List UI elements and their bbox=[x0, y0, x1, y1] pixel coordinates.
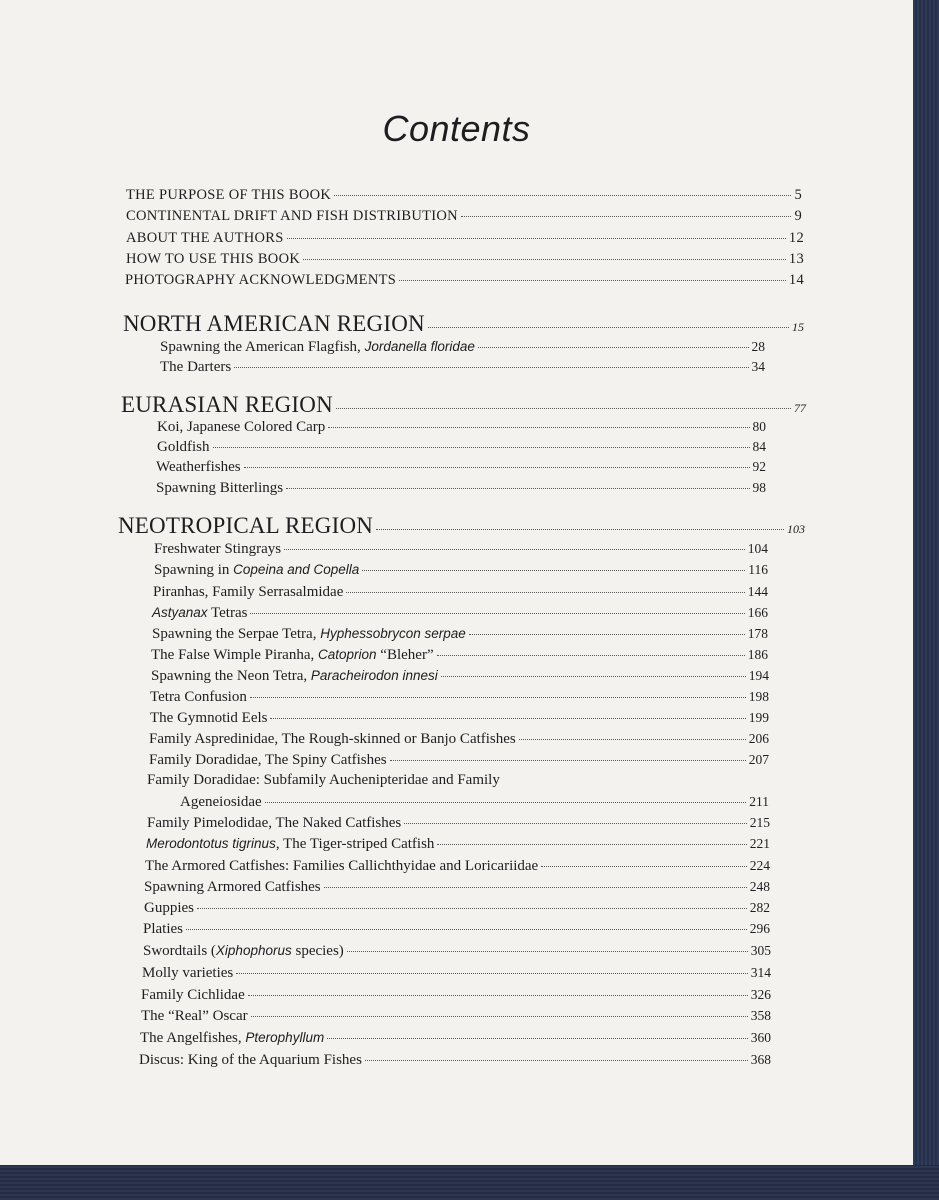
toc-label: Spawning the American Flagfish, bbox=[160, 339, 365, 355]
toc-page: 248 bbox=[749, 879, 770, 894]
dot-leader bbox=[213, 447, 750, 448]
toc-front-item bbox=[126, 187, 802, 204]
toc-label: Goldfish bbox=[157, 439, 210, 455]
toc-page: 368 bbox=[750, 1052, 771, 1067]
dot-leader bbox=[469, 634, 745, 635]
dot-leader bbox=[390, 760, 746, 761]
toc-label: Tetras bbox=[207, 605, 248, 621]
dot-leader bbox=[270, 718, 745, 719]
toc-page: 211 bbox=[749, 794, 769, 809]
toc-label: Discus: King of the Aquarium Fishes bbox=[139, 1052, 362, 1068]
toc-label: ABOUT THE AUTHORS bbox=[126, 230, 284, 246]
toc-label: CONTINENTAL DRIFT AND FISH DISTRIBUTION bbox=[126, 208, 458, 224]
dot-leader bbox=[250, 697, 746, 698]
dot-leader bbox=[437, 655, 745, 656]
toc-label: The “Real” Oscar bbox=[141, 1008, 248, 1024]
dot-leader bbox=[236, 973, 748, 974]
dot-leader bbox=[234, 367, 748, 368]
toc-label: The Darters bbox=[160, 359, 232, 375]
toc-label: Platies bbox=[143, 921, 183, 937]
toc-page: 14 bbox=[788, 272, 804, 288]
dot-leader bbox=[250, 613, 744, 614]
toc-label-suffix: species) bbox=[291, 943, 344, 959]
toc-front-item bbox=[126, 208, 802, 225]
toc-entry-line1: Family Doradidae: Subfamily Auchenipteridae and Family bbox=[147, 772, 500, 788]
toc-page: 198 bbox=[748, 689, 769, 704]
toc-entry bbox=[180, 794, 769, 811]
toc-label: Family Aspredinidae, The Rough-skinned or Banjo Catfishes bbox=[149, 731, 516, 747]
toc-entry bbox=[139, 1052, 771, 1069]
toc-entry bbox=[147, 815, 770, 832]
dot-leader bbox=[328, 427, 749, 428]
toc-label: Family Doradidae, The Spiny Catfishes bbox=[149, 752, 387, 768]
toc-page: 215 bbox=[749, 815, 770, 830]
region-page: 15 bbox=[792, 320, 804, 334]
toc-page: 28 bbox=[751, 339, 765, 354]
page-title: Contents bbox=[382, 108, 531, 149]
dot-leader bbox=[376, 529, 784, 530]
toc-label: Koi, Japanese Colored Carp bbox=[157, 419, 326, 435]
toc-label: Family Pimelodidae, The Naked Catfishes bbox=[147, 815, 402, 831]
toc-page: 84 bbox=[752, 439, 766, 454]
toc-label-italic: Merodontotus tigrinus bbox=[146, 836, 276, 851]
toc-front-item bbox=[126, 230, 804, 247]
dot-leader bbox=[541, 866, 747, 867]
toc-label-italic: Catoprion bbox=[318, 647, 377, 662]
toc-label: Spawning Bitterlings bbox=[156, 480, 284, 496]
dot-leader bbox=[362, 570, 745, 571]
dot-leader bbox=[303, 259, 786, 260]
toc-entry bbox=[157, 439, 766, 456]
toc-page: 144 bbox=[747, 584, 768, 599]
toc-entry bbox=[141, 987, 771, 1004]
dot-leader bbox=[286, 488, 749, 489]
toc-label: Swordtails ( bbox=[143, 943, 216, 959]
toc-label-italic: Copeina and Copella bbox=[233, 562, 360, 577]
toc-page: 9 bbox=[794, 208, 802, 224]
region-heading bbox=[121, 392, 806, 418]
region-page: 103 bbox=[787, 522, 805, 536]
dot-leader bbox=[248, 995, 748, 996]
toc-entry bbox=[143, 943, 771, 960]
dot-leader bbox=[365, 1060, 748, 1061]
toc-label: Freshwater Stingrays bbox=[154, 541, 282, 557]
toc-page: 224 bbox=[749, 858, 770, 873]
toc-entry bbox=[144, 900, 770, 917]
dot-leader bbox=[251, 1016, 748, 1017]
toc-label: PHOTOGRAPHY ACKNOWLEDGMENTS bbox=[125, 272, 397, 288]
toc-page: 358 bbox=[750, 1008, 771, 1023]
dot-leader bbox=[327, 1038, 748, 1039]
dot-leader bbox=[437, 844, 746, 845]
dot-leader bbox=[404, 823, 746, 824]
toc-entry bbox=[151, 647, 768, 664]
toc-label: Spawning Armored Catfishes bbox=[144, 879, 321, 895]
toc-label: Family Cichlidae bbox=[141, 987, 245, 1003]
toc-label-suffix: “Bleher” bbox=[376, 647, 434, 663]
dot-leader bbox=[284, 549, 745, 550]
toc-entry bbox=[152, 626, 768, 643]
toc-label: Piranhas, Family Serrasalmidae bbox=[153, 584, 344, 600]
toc-page: 80 bbox=[752, 419, 766, 434]
dot-leader bbox=[287, 238, 786, 239]
toc-label: The Gymnotid Eels bbox=[150, 710, 268, 726]
toc-label: Ageneiosidae bbox=[180, 794, 262, 810]
toc-label: Tetra Confusion bbox=[150, 689, 247, 705]
toc-page: 98 bbox=[752, 480, 766, 495]
dot-leader bbox=[428, 327, 789, 328]
region-heading bbox=[123, 311, 804, 337]
dot-leader bbox=[197, 908, 747, 909]
toc-label-italic: Jordanella floridae bbox=[364, 339, 475, 354]
toc-entry bbox=[140, 1030, 771, 1047]
toc-page: 326 bbox=[750, 987, 771, 1002]
toc-label: THE PURPOSE OF THIS BOOK bbox=[126, 187, 332, 203]
toc-label: The Angelfishes, bbox=[140, 1030, 246, 1046]
toc-page: 282 bbox=[749, 900, 770, 915]
toc-entry bbox=[153, 584, 768, 601]
toc-label-italic: Pterophyllum bbox=[245, 1030, 325, 1045]
toc-front-item bbox=[126, 251, 804, 268]
dot-leader bbox=[244, 467, 750, 468]
toc-page: 206 bbox=[748, 731, 769, 746]
toc-page: 221 bbox=[749, 836, 770, 851]
toc-entry bbox=[156, 459, 766, 476]
toc-entry bbox=[149, 731, 769, 748]
toc-page: 199 bbox=[748, 710, 769, 725]
toc-front-item bbox=[125, 272, 804, 289]
toc-page: 13 bbox=[788, 251, 804, 267]
toc-label: Spawning the Serpae Tetra, bbox=[152, 626, 321, 642]
toc-entry bbox=[157, 419, 766, 436]
toc-page: 104 bbox=[747, 541, 768, 556]
dot-leader bbox=[347, 951, 748, 952]
region-title: EURASIAN REGION bbox=[121, 392, 333, 417]
region-heading bbox=[118, 513, 805, 539]
toc-label: Guppies bbox=[144, 900, 194, 916]
dot-leader bbox=[186, 929, 747, 930]
toc-entry bbox=[146, 836, 770, 853]
toc-entry bbox=[151, 668, 769, 685]
toc-page: 178 bbox=[747, 626, 768, 641]
region-page: 77 bbox=[794, 401, 806, 415]
toc-label: The False Wimple Piranha, bbox=[151, 647, 318, 663]
dot-leader bbox=[334, 195, 791, 196]
toc-page: 296 bbox=[749, 921, 770, 936]
toc-entry bbox=[142, 965, 771, 982]
toc-page: 194 bbox=[748, 668, 769, 683]
toc-label: , The Tiger-striped Catfish bbox=[275, 836, 435, 852]
toc-label-italic: Paracheirodon innesi bbox=[310, 668, 438, 683]
toc-page: 314 bbox=[750, 965, 771, 980]
toc-entry bbox=[160, 359, 765, 376]
dot-leader bbox=[478, 347, 749, 348]
toc-entry bbox=[149, 752, 769, 769]
toc-page: 207 bbox=[748, 752, 769, 767]
region-title: NEOTROPICAL REGION bbox=[118, 513, 374, 538]
toc-label: HOW TO USE THIS BOOK bbox=[126, 251, 301, 267]
toc-page: 116 bbox=[748, 562, 768, 577]
dot-leader bbox=[441, 676, 746, 677]
toc-page: 360 bbox=[750, 1030, 771, 1045]
toc-entry bbox=[150, 710, 769, 727]
toc-label: Weatherfishes bbox=[156, 459, 241, 475]
toc-entry bbox=[156, 480, 766, 497]
toc-entry bbox=[154, 562, 768, 579]
toc-label: The Armored Catfishes: Families Callichthyidae and Loricariidae bbox=[145, 858, 539, 874]
dot-leader bbox=[265, 802, 747, 803]
dot-leader bbox=[519, 739, 746, 740]
dot-leader bbox=[461, 216, 791, 217]
toc-label: Spawning the Neon Tetra, bbox=[151, 668, 311, 684]
dot-leader bbox=[399, 280, 786, 281]
toc-page: 305 bbox=[750, 943, 771, 958]
dot-leader bbox=[346, 592, 744, 593]
toc-label-italic: Astyanax bbox=[152, 605, 208, 620]
region-title: NORTH AMERICAN REGION bbox=[123, 311, 425, 336]
toc-page: 166 bbox=[747, 605, 768, 620]
toc-label-italic: Xiphophorus bbox=[215, 943, 292, 958]
dot-leader bbox=[336, 408, 791, 409]
toc-label: Spawning in bbox=[154, 562, 234, 578]
book-cover-edge bbox=[913, 0, 939, 1200]
toc-page: 12 bbox=[788, 230, 804, 246]
book-cover-bottom bbox=[0, 1165, 939, 1200]
toc-entry bbox=[145, 858, 770, 875]
toc-label: Molly varieties bbox=[142, 965, 234, 981]
toc-entry bbox=[154, 541, 768, 558]
toc-page: 92 bbox=[752, 459, 766, 474]
toc-page: 34 bbox=[751, 359, 765, 374]
toc-entry bbox=[141, 1008, 771, 1025]
toc-entry bbox=[160, 339, 765, 356]
toc-page: 186 bbox=[747, 647, 768, 662]
dot-leader bbox=[324, 887, 747, 888]
toc-label-italic: Hyphessobrycon serpae bbox=[320, 626, 466, 641]
toc-entry bbox=[152, 605, 768, 622]
toc-entry bbox=[150, 689, 769, 706]
toc-entry bbox=[143, 921, 770, 938]
toc-page: 5 bbox=[794, 187, 802, 203]
toc-entry bbox=[144, 879, 770, 896]
